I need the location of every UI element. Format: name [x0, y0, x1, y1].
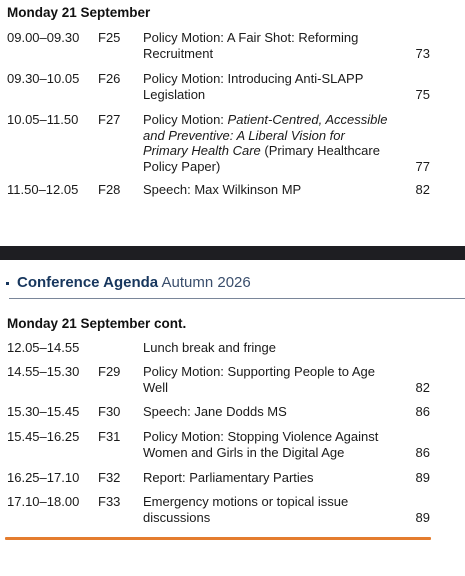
row-page: 82	[415, 182, 430, 197]
row-title: Policy Motion: Introducing Anti-SLAPP Legislation	[143, 71, 364, 102]
row-code: F31	[98, 429, 121, 444]
day-heading: Monday 21 September	[7, 5, 151, 20]
day-heading-cont: Monday 21 September cont.	[7, 316, 187, 331]
row-time: 15.45–16.25	[7, 429, 80, 444]
row-time: 17.10–18.00	[7, 494, 80, 509]
row-code: F25	[98, 30, 121, 45]
row-title: Speech: Max Wilkinson MP	[143, 182, 302, 197]
header-title	[17, 274, 251, 291]
header-divider	[9, 298, 465, 299]
row-title: Speech: Jane Dodds MS	[143, 404, 287, 419]
row-time: 14.55–15.30	[7, 364, 80, 379]
row-time: 15.30–15.45	[7, 404, 80, 419]
row-page: 82	[415, 379, 430, 395]
row-time: 09.30–10.05	[7, 71, 80, 86]
row-title: Lunch break and fringe	[143, 340, 276, 355]
row-code: F28	[98, 182, 121, 197]
row-page: 73	[415, 45, 430, 61]
row-title: Emergency motions or topical issue discussions	[143, 494, 349, 525]
row-code: F26	[98, 71, 121, 86]
footer-accent-rule	[5, 537, 431, 540]
header-mark	[6, 282, 9, 285]
row-time: 09.00–09.30	[7, 30, 80, 45]
row-page: 86	[415, 444, 430, 460]
row-title-prefix: Policy Motion:	[143, 112, 228, 127]
row-title	[143, 112, 393, 174]
row-code: F30	[98, 404, 121, 419]
row-title: Policy Motion: A Fair Shot: Reforming Recruitment	[143, 30, 359, 61]
header-season: Autumn 2026	[161, 274, 251, 291]
row-page: 89	[415, 509, 430, 525]
row-title: Policy Motion: Supporting People to Age Well	[143, 364, 375, 395]
row-title: Policy Motion: Stopping Violence Against Women and Girls in the Digital Age	[143, 429, 379, 460]
row-page: 75	[415, 86, 430, 102]
row-title: Report: Parliamentary Parties	[143, 470, 314, 485]
row-time: 10.05–11.50	[7, 112, 79, 127]
row-code: F27	[98, 112, 121, 127]
row-page: 86	[415, 404, 430, 419]
row-page: 77	[415, 158, 430, 174]
row-time: 11.50–12.05	[7, 182, 79, 197]
row-title-suffix: (Primary Healthcare Policy Paper)	[143, 143, 380, 174]
row-code: F32	[98, 470, 121, 485]
page-break-bar	[0, 246, 465, 260]
agenda-header	[0, 260, 465, 300]
row-code: F33	[98, 494, 121, 509]
row-page: 89	[415, 470, 430, 485]
row-title-italic: Patient-Centred, Accessible and Preventive: A Liberal Vision for Primary Health Care	[143, 112, 388, 158]
header-brand: Conference Agenda	[17, 274, 159, 291]
row-time: 16.25–17.10	[7, 470, 80, 485]
row-time: 12.05–14.55	[7, 340, 80, 355]
row-code: F29	[98, 364, 121, 379]
